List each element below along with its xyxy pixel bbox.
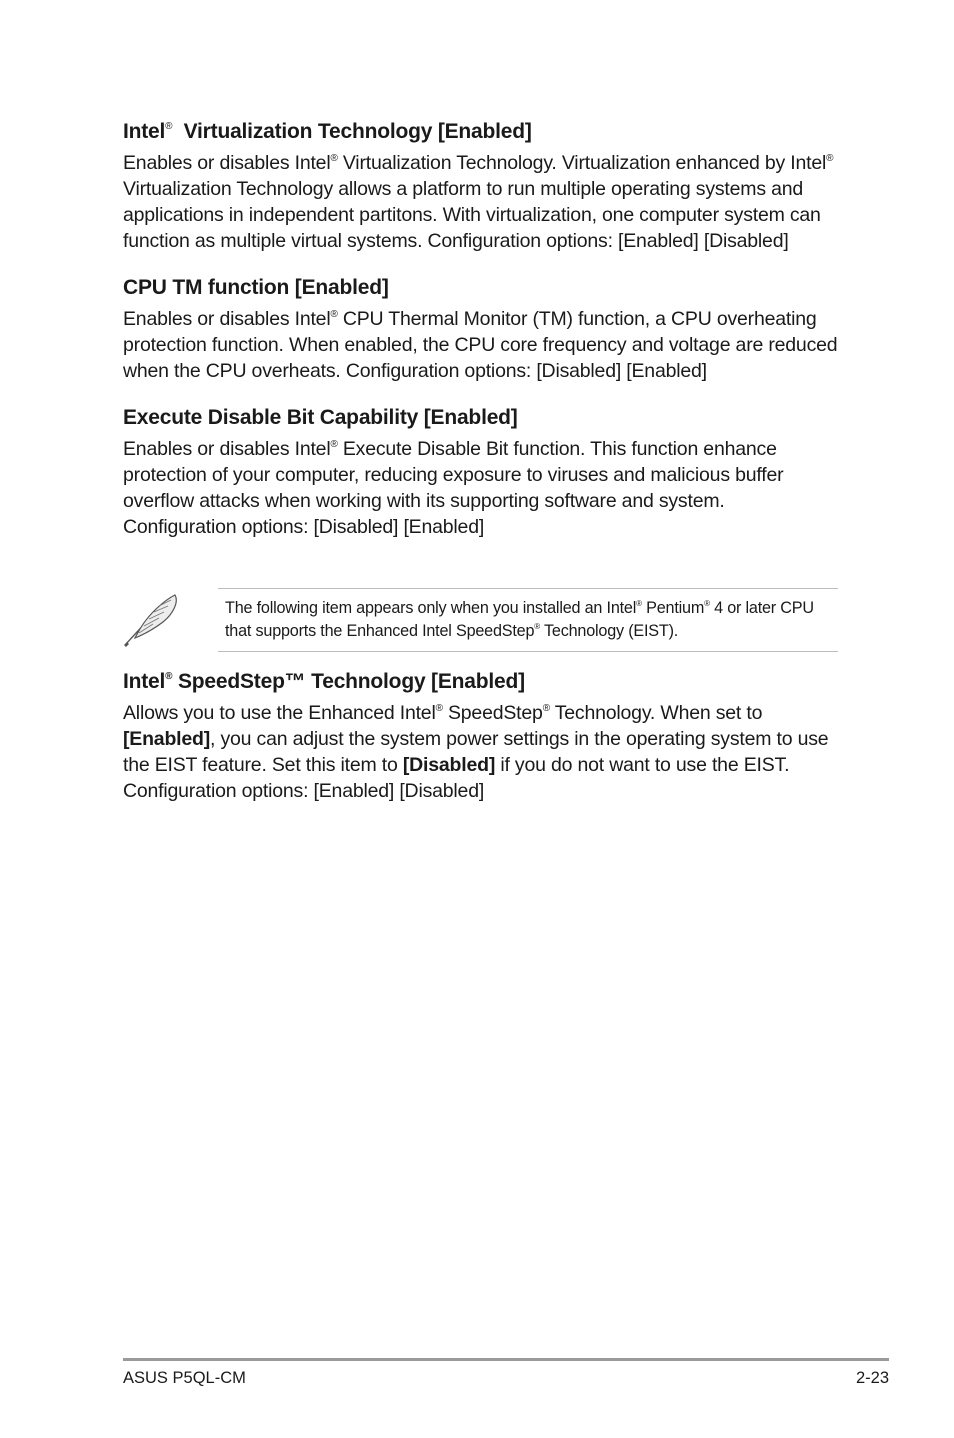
body-text: Execute Disable Bit function. This function enhance protection of your computer, reducing exposure to viruses and malicious buffer overflow attacks when working with its supporting software and system. Configuration options: [Disabled] [Enabled] [123,438,784,538]
section-body [123,306,838,384]
page-footer [123,1358,889,1388]
bold-option: [Disabled] [402,754,496,776]
body-text: Technology. When set to [549,702,768,724]
note-text [225,597,838,643]
heading-text: SpeedStep™ Technology [Enabled] [172,670,525,693]
section-virtualization [123,118,838,254]
note-text-part: Technology (EIST). [540,622,679,640]
feather-pen-icon [123,588,218,652]
registered-mark: ® [330,438,338,450]
section-execute-disable [123,404,838,540]
registered-mark: ® [704,598,710,608]
body-text: Enables or disables Intel [123,438,331,460]
registered-mark: ® [330,152,338,164]
footer-page-number: 2-23 [855,1369,889,1387]
note-text-part: The following item appears only when you installed an Intel [225,599,637,617]
registered-mark: ® [534,621,540,631]
body-text: Allows you to use the Enhanced Intel [123,702,436,724]
note-text-part: 4 or later CPU that supports the Enhanced Intel SpeedStep [225,599,814,640]
section-heading: CPU TM function [Enabled] [123,276,389,299]
registered-mark: ® [826,152,834,164]
section-cpu-tm [123,274,838,384]
registered-mark: ® [165,671,173,682]
body-text: if you do not want to use the EIST. Configuration options: [Enabled] [Disabled] [123,754,795,802]
bold-option: [Enabled] [123,728,211,750]
note-text-part: Pentium [641,599,705,617]
body-text: SpeedStep [442,702,543,724]
registered-mark: ® [636,598,642,608]
heading-text: Intel [123,670,166,693]
heading-text: Intel [123,120,166,143]
registered-mark: ® [165,121,173,132]
footer-product-name: ASUS P5QL-CM [123,1369,246,1387]
section-body [123,150,838,254]
note-box [218,588,838,652]
note-callout [123,588,838,652]
body-text: Virtualization Technology allows a platform to run multiple operating systems and applications in independent partitons. With virtualization, one computer system can function as multiple virtual systems. Configuration options: [Enabled] [Disabled] [123,178,821,252]
page-content [123,118,838,804]
section-body [123,436,838,540]
registered-mark: ® [542,702,550,714]
body-text: , you can adjust the system power settings in the operating system to use the EIST feature. Set this item to [123,728,834,776]
body-text: CPU Thermal Monitor (TM) function, a CPU overheating protection function. When enabled, the CPU core frequency and voltage are reduced when the CPU overheats. Configuration options: [Disabled] [Enabled] [123,308,838,382]
section-heading: Execute Disable Bit Capability [Enabled] [123,406,518,429]
body-text: Enables or disables Intel [123,152,331,174]
registered-mark: ® [330,308,338,320]
section-heading [123,118,838,146]
section-body [123,700,838,804]
section-heading [123,668,838,696]
section-speedstep [123,668,838,804]
body-text: Enables or disables Intel [123,308,331,330]
heading-text: Virtualization Technology [Enabled] [172,120,532,143]
body-text: Virtualization Technology. Virtualization enhanced by Intel [337,152,827,174]
registered-mark: ® [435,702,443,714]
